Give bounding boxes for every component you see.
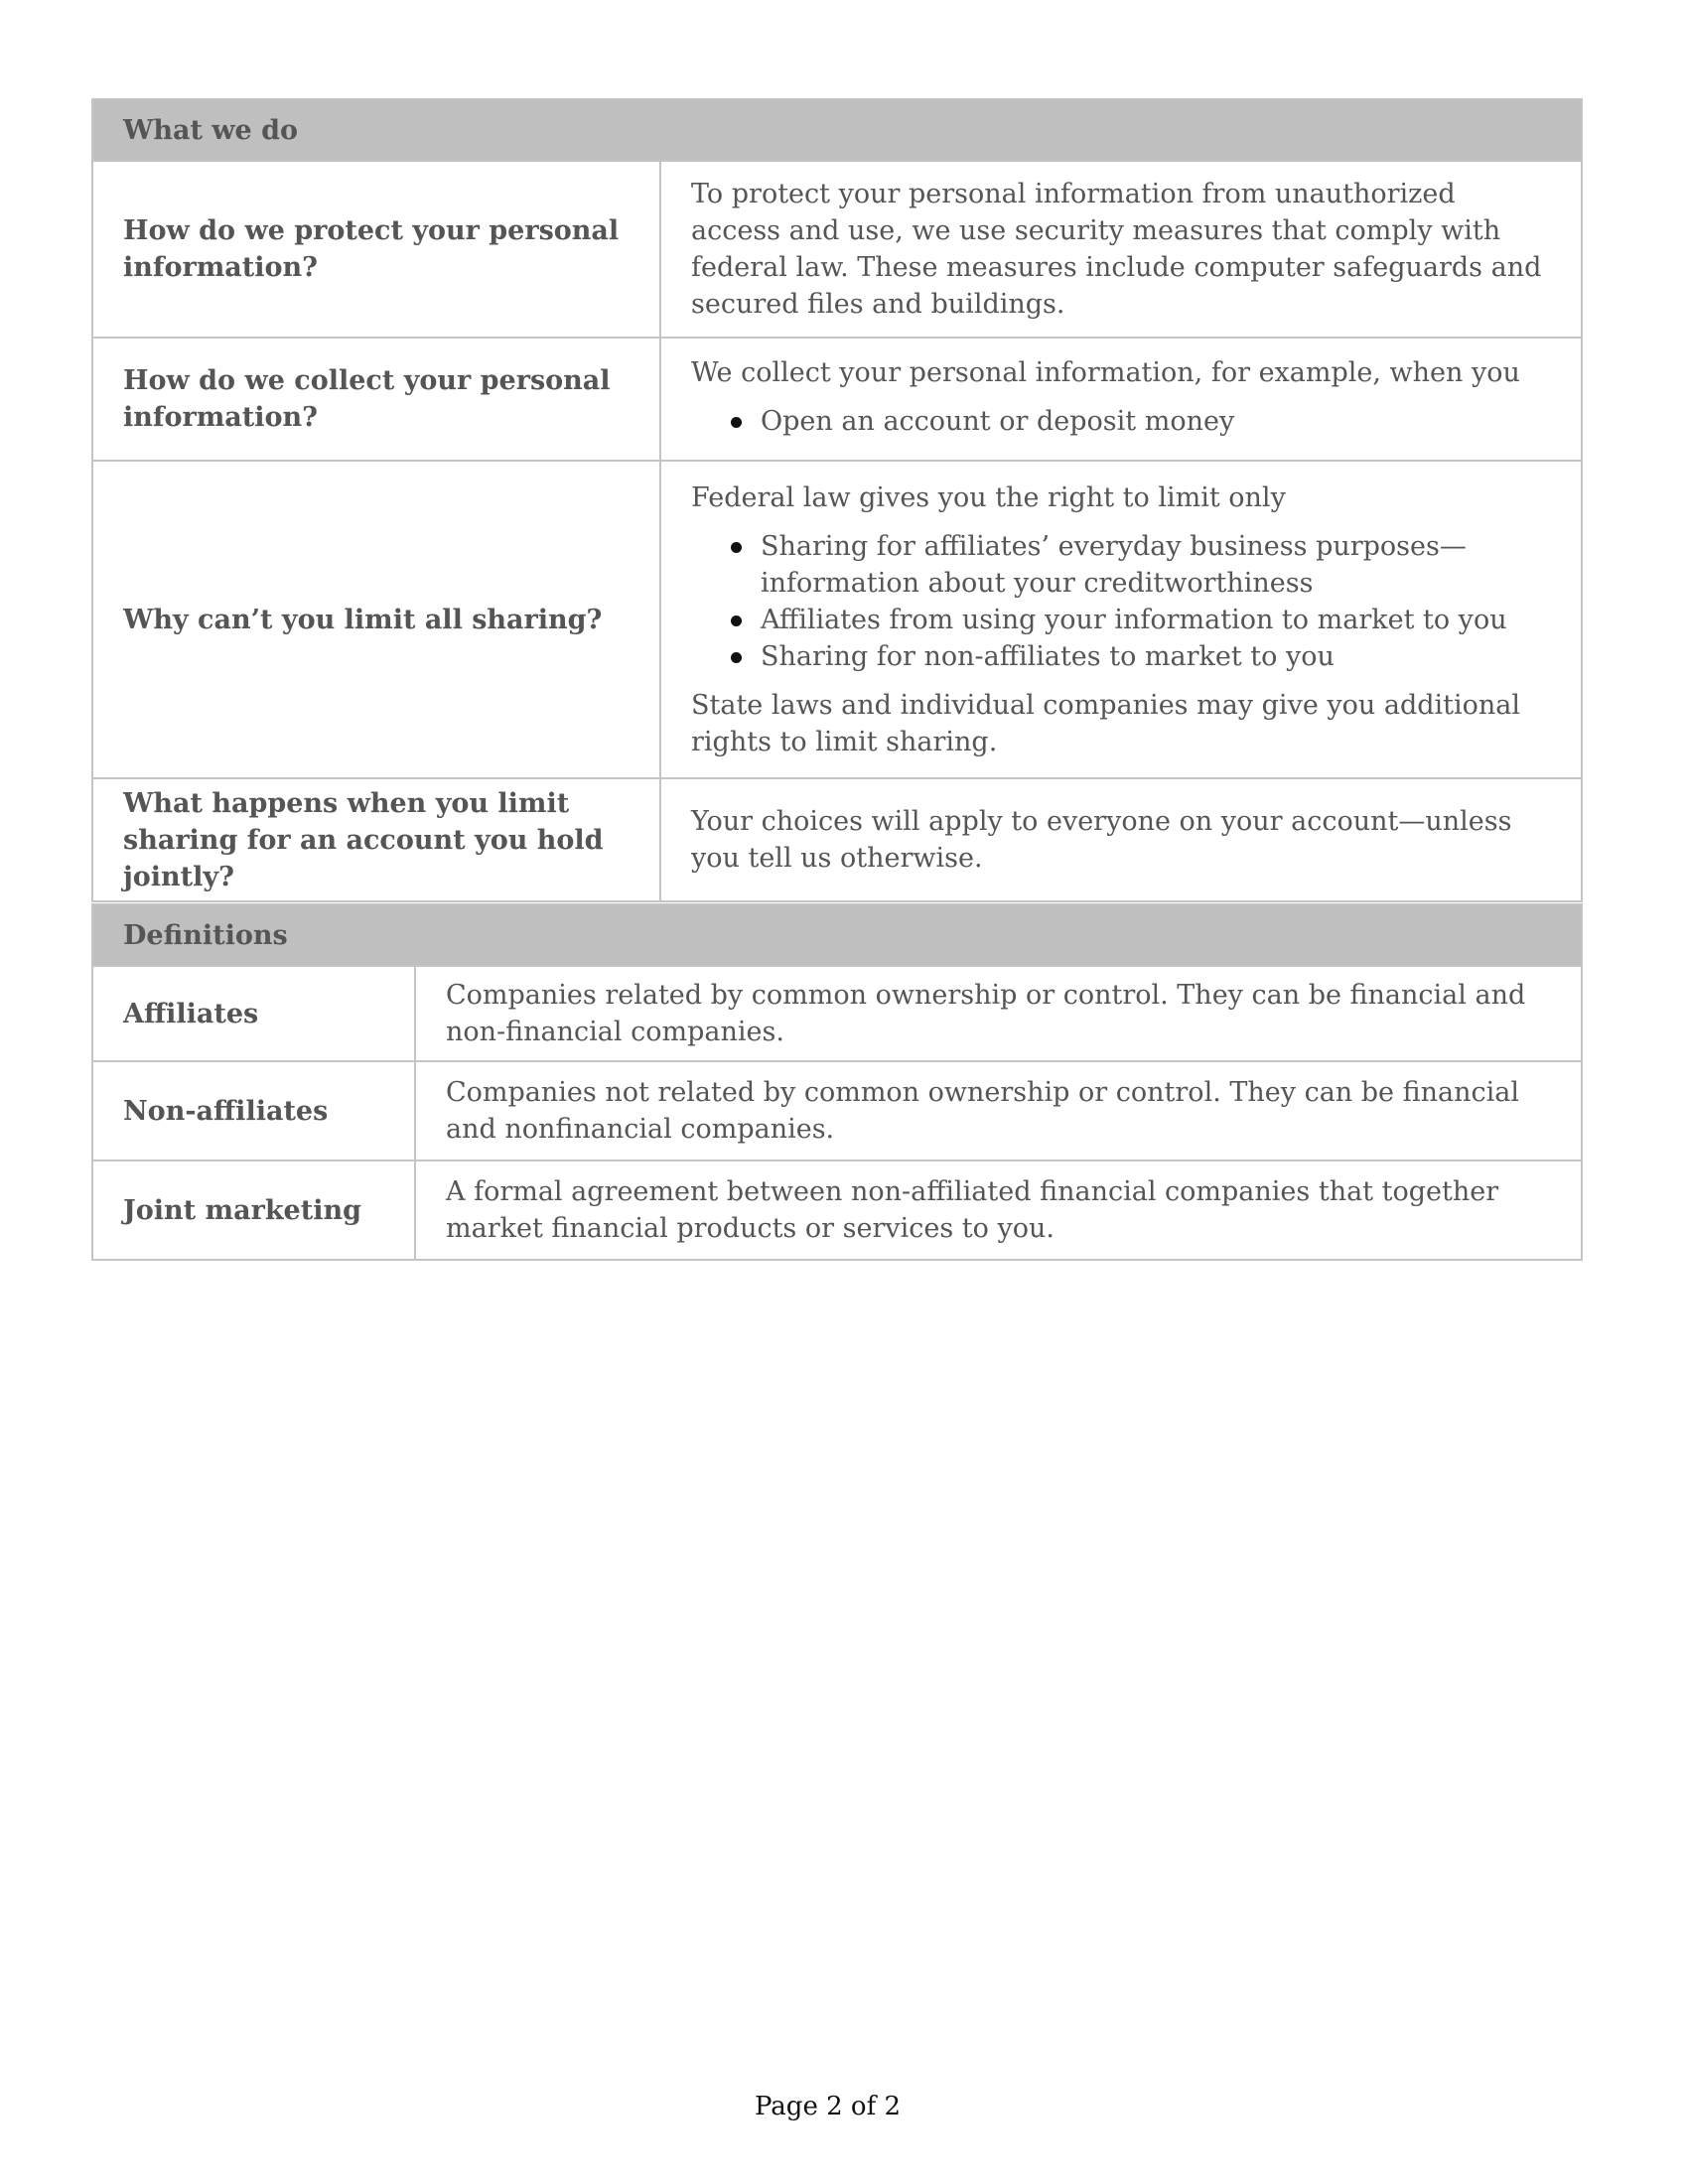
answer-limit (660, 461, 1582, 778)
table-row (92, 461, 1582, 778)
definitions-header: Definitions (92, 904, 1582, 966)
bullet-item: Affiliates from using your information to market to you (731, 602, 1551, 638)
table-row (92, 778, 1582, 901)
question-protect: How do we protect your personal information? (92, 161, 660, 338)
table-row (92, 338, 1582, 461)
term-joint-marketing: Joint marketing (92, 1160, 415, 1260)
table-row (92, 966, 1582, 1061)
bullet-item: Sharing for non-affiliates to market to you (731, 638, 1551, 675)
term-non-affiliates: Non-affiliates (92, 1061, 415, 1160)
table-row (92, 1061, 1582, 1160)
definition-non-affiliates: Companies not related by common ownership or control. They can be financial and nonfinancial companies. (415, 1061, 1582, 1160)
answer-text: Federal law gives you the right to limit only (691, 481, 1286, 513)
answer-protect (660, 161, 1582, 338)
question-limit: Why can’t you limit all sharing? (92, 461, 660, 778)
answer-collect (660, 338, 1582, 461)
answer-text: We collect your personal information, for example, when you (691, 357, 1520, 388)
answer-joint (660, 778, 1582, 901)
table-row (92, 161, 1582, 338)
answer-text: Your choices will apply to everyone on your account—unless you tell us otherwise. (691, 806, 1512, 874)
definition-affiliates: Companies related by common ownership or control. They can be financial and non-financial companies. (415, 966, 1582, 1061)
what-we-do-table (91, 98, 1583, 902)
definition-joint-marketing: A formal agreement between non-affiliated financial companies that together market financial products or services to you. (415, 1160, 1582, 1260)
question-joint: What happens when you limit sharing for an account you hold jointly? (92, 778, 660, 901)
bullet-item: Sharing for affiliates’ everyday business purposes— information about your creditworthiness (731, 528, 1551, 602)
definitions-table (91, 903, 1583, 1261)
bullet-list (691, 528, 1551, 675)
answer-text: State laws and individual companies may give you additional rights to limit sharing. (691, 689, 1521, 757)
what-we-do-header: What we do (92, 99, 1582, 161)
table-row (92, 1160, 1582, 1260)
term-affiliates: Affiliates (92, 966, 415, 1061)
page-number: Page 2 of 2 (754, 2092, 901, 2121)
question-collect: How do we collect your personal information? (92, 338, 660, 461)
bullet-list (691, 403, 1551, 440)
answer-text: To protect your personal information from unauthorized access and use, we use security measures that comply with federal law. These measures include computer safeguards and secured files and buildings. (691, 179, 1542, 320)
bullet-item: Open an account or deposit money (731, 403, 1551, 440)
